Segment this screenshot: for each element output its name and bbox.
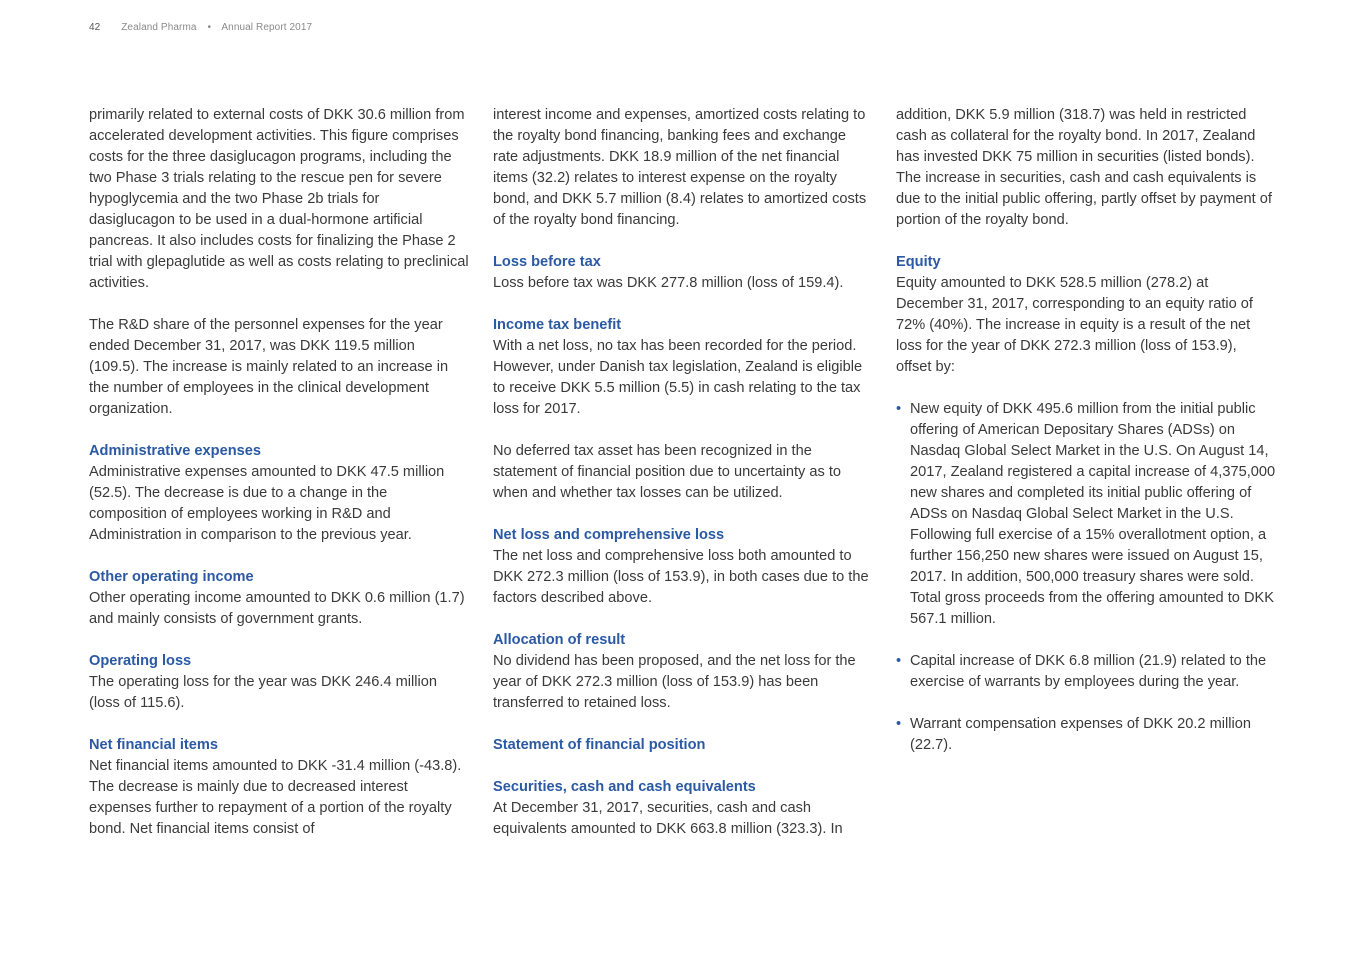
operating-loss-heading: Operating loss [89,653,192,669]
company-name: Zealand Pharma [121,22,197,33]
income-tax-benefit-text: With a net loss, no tax has been recorded for the period. However, under Danish tax legislation, Zealand is eligible to receive DKK 5.5 million (5.5) in cash relating to the tax loss for 2017. [493,338,863,417]
allocation-of-result-text: No dividend has been proposed, and the net loss for the year of DKK 272.3 million (loss of 153.9) has been transferred to retained loss. [493,653,856,711]
income-tax-benefit-heading: Income tax benefit [493,317,622,333]
list-item-text: Capital increase of DKK 6.8 million (21.9) related to the exercise of warrants by employees during the year. [910,653,1267,690]
securities-cash-text: At December 31, 2017, securities, cash and cash equivalents amounted to DKK 663.8 million (323.3). In [493,800,843,837]
list-item-text: Warrant compensation expenses of DKK 20.2 million (22.7). [910,716,1251,753]
net-financial-items-heading: Net financial items [89,737,218,753]
bullet-icon: • [896,716,902,732]
operating-loss-text: The operating loss for the year was DKK 246.4 million (loss of 115.6). [89,674,437,711]
page-number: 42 [89,22,101,33]
list-item [896,651,1276,693]
bullet-icon: • [896,401,902,417]
list-item [896,399,1276,630]
list-item-text: New equity of DKK 495.6 million from the initial public offering of American Depositary Shares (ADSs) on Nasdaq Global Select Market in the U.S. On August 14, 2017, Zealand registered a capital increase of 4,375,000 new shares and completed its initial public offering of ADSs on Nasdaq Global Select Market in the U.S. Following full exercise of a 15% overallotment option, a further 156,250 new shares were issued on August 15, 2017. In addition, 500,000 treasury shares were sold. Total gross proceeds from the offering amounted to DKK 567.1 million. [910,401,1276,627]
loss-before-tax-heading: Loss before tax [493,254,601,270]
rd-personnel-paragraph: The R&D share of the personnel expenses for the year ended December 31, 2017, was DKK 119.5 million (109.5). The increase is mainly related to an increase in the number of employees in the clinical development organization. [89,317,449,417]
allocation-of-result-heading: Allocation of result [493,632,626,648]
restricted-cash-paragraph: addition, DKK 5.9 million (318.7) was held in restricted cash as collateral for the royalty bond. In 2017, Zealand has invested DKK 75 million in securities (listed bonds). The increase in securities, cash and cash equivalents is due to the initial public offering, partly offset by payment of portion of the royalty bond. [896,107,1272,228]
equity-text: Equity amounted to DKK 528.5 million (278.2) at December 31, 2017, corresponding to an equity ratio of 72% (40%). The increase in equity is a result of the net loss for the year of DKK 272.3 million (loss of 153.9), offset by: [896,275,1253,375]
statement-of-financial-position-heading: Statement of financial position [493,737,706,753]
list-item [896,714,1276,756]
equity-heading: Equity [896,254,941,270]
net-loss-heading: Net loss and comprehensive loss [493,527,725,543]
column-2 [493,105,873,861]
column-3 [896,105,1276,777]
running-header [89,22,312,33]
other-operating-income-heading: Other operating income [89,569,254,585]
net-loss-text: The net loss and comprehensive loss both amounted to DKK 272.3 million (loss of 153.9), in both cases due to the factors described above. [493,548,869,606]
administrative-expenses-text: Administrative expenses amounted to DKK 47.5 million (52.5). The decrease is due to a change in the composition of employees working in R&D and Administration in comparison to the previous year. [89,464,445,543]
equity-bullet-list [896,399,1276,756]
securities-cash-heading: Securities, cash and cash equivalents [493,779,756,795]
administrative-expenses-heading: Administrative expenses [89,443,261,459]
header-separator: • [207,22,212,33]
bullet-icon: • [896,653,902,669]
net-financial-items-text: Net financial items amounted to DKK -31.4 million (-43.8). The decrease is mainly due to decreased interest expenses further to repayment of a portion of the royalty bond. Net financial items consist of [89,758,462,837]
financial-items-continued: interest income and expenses, amortized costs relating to the royalty bond financing, banking fees and exchange rate adjustments. DKK 18.9 million of the net financial items (32.2) relates to interest expense on the royalty bond, and DKK 5.7 million (8.4) relates to amortized costs of the royalty bond financing. [493,107,867,228]
deferred-tax-text: No deferred tax asset has been recognized in the statement of financial position due to uncertainty as to when and whether tax losses can be utilized. [493,443,842,501]
other-operating-income-text: Other operating income amounted to DKK 0.6 million (1.7) and mainly consists of government grants. [89,590,465,627]
loss-before-tax-text: Loss before tax was DKK 277.8 million (loss of 159.4). [493,275,844,291]
column-1 [89,105,469,861]
rd-costs-paragraph: primarily related to external costs of DKK 30.6 million from accelerated development activities. This figure comprises costs for the three dasiglucagon programs, including the two Phase 3 trials relating to the rescue pen for severe hypoglycemia and the two Phase 2b trials for dasiglucagon to be used in a dual-hormone artificial pancreas. It also includes costs for finalizing the Phase 2 trial with glepaglutide as well as costs relating to preclinical activities. [89,107,469,291]
report-title: Annual Report 2017 [221,22,313,33]
